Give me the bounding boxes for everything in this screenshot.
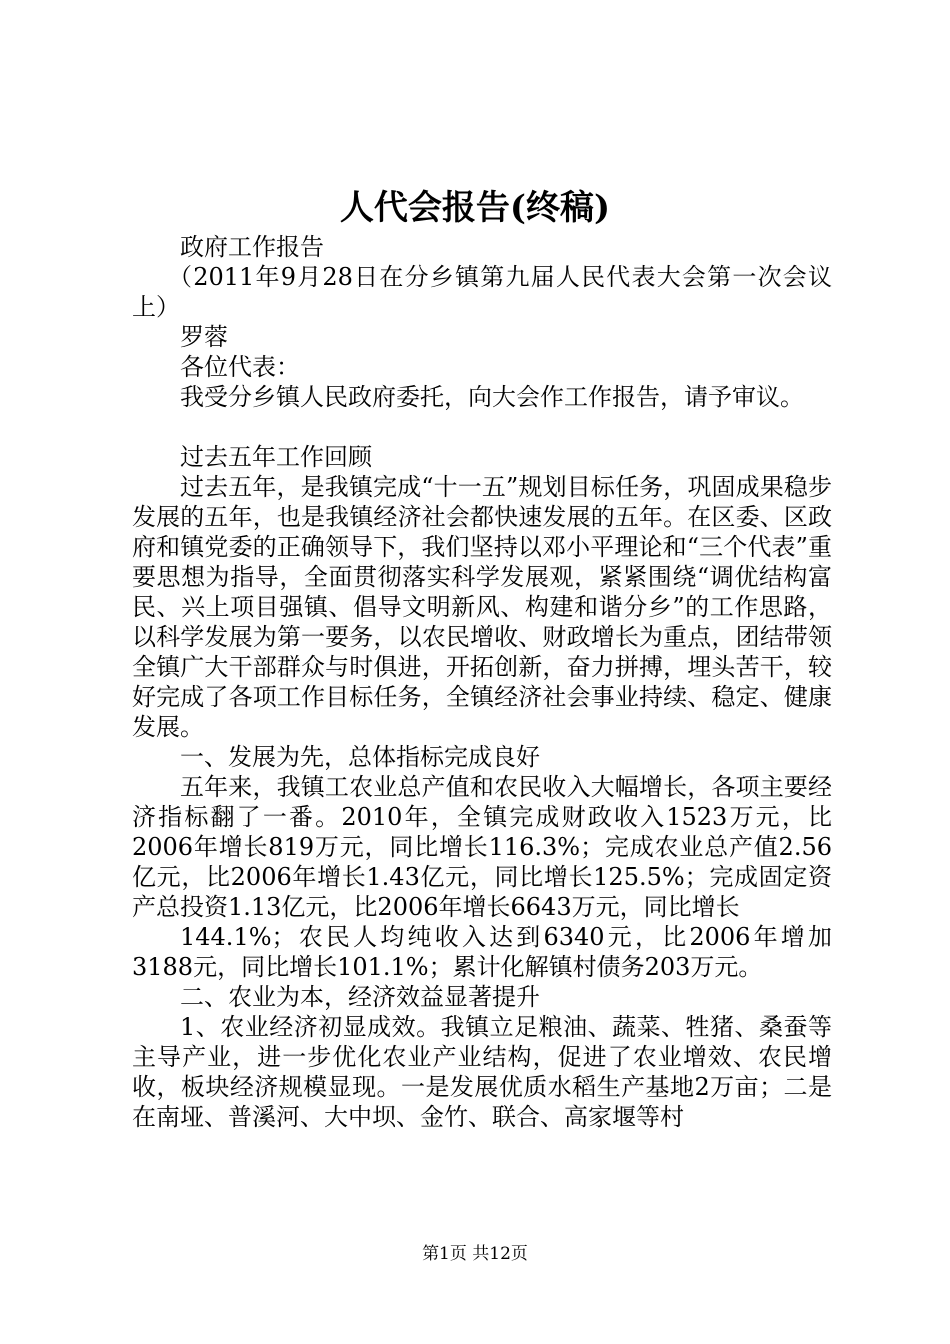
report-heading: 政府工作报告: [180, 233, 324, 261]
agriculture-paragraph: 1、农业经济初显成效。我镇立足粮油、蔬菜、牲猪、桑蚕等主导产业，进一步优化农业产业结构，促进了农业增效、农民增收，板块经济规模显现。一是发展优质水稻生产基地2万亩；二是在南垭、普溪河、大中坝、金竹、联合、高家堰等村: [132, 1013, 832, 1131]
page-number-footer: 第1页 共12页: [422, 1244, 528, 1264]
review-paragraph: 过去五年，是我镇完成“十一五”规划目标任务，巩固成果稳步发展的五年，也是我镇经济社会都快速发展的五年。在区委、区政府和镇党委的正确领导下，我们坚持以邓小平理论和“三个代表”重要思想为指导，全面贯彻落实科学发展观，紧紧围绕“调优结构富民、兴上项目强镇、倡导文明新风、构建和谐分乡”的工作思路，以科学发展为第一要务，以农民增收、财政增长为重点，团结带领全镇广大干部群众与时俱进，开拓创新，奋力拼搏，埋头苦干，较好完成了各项工作目标任务，全镇经济社会事业持续、稳定、健康发展。: [132, 473, 832, 741]
indicators-paragraph-continued: 144.1%；农民人均纯收入达到6340元，比2006年增加3188元，同比增长101.1%；累计化解镇村债务203万元。: [132, 923, 832, 981]
section-heading-2: 二、农业为本，经济效益显著提升: [180, 983, 540, 1011]
paragraph-spacer: [132, 412, 832, 442]
author-name: 罗蓉: [180, 323, 228, 351]
section-heading-1: 一、发展为先，总体指标完成良好: [180, 743, 540, 771]
opening-paragraph: 我受分乡镇人民政府委托，向大会作工作报告，请予审议。: [180, 383, 804, 411]
salutation: 各位代表：: [180, 353, 300, 381]
meeting-info: （2011年9月28日在分乡镇第九届人民代表大会第一次会议上）: [132, 263, 832, 321]
section-heading-review: 过去五年工作回顾: [180, 443, 372, 471]
document-title: 人代会报告(终稿): [339, 188, 611, 228]
document-body: [132, 232, 832, 1132]
indicators-paragraph: 五年来，我镇工农业总产值和农民收入大幅增长，各项主要经济指标翻了一番。2010年，全镇完成财政收入1523万元，比2006年增长819万元，同比增长116.3%；完成农业总产值2.56亿元，比2006年增长1.43亿元，同比增长125.5%；完成固定资产总投资1.13亿元，比2006年增长6643万元，同比增长: [132, 773, 832, 921]
